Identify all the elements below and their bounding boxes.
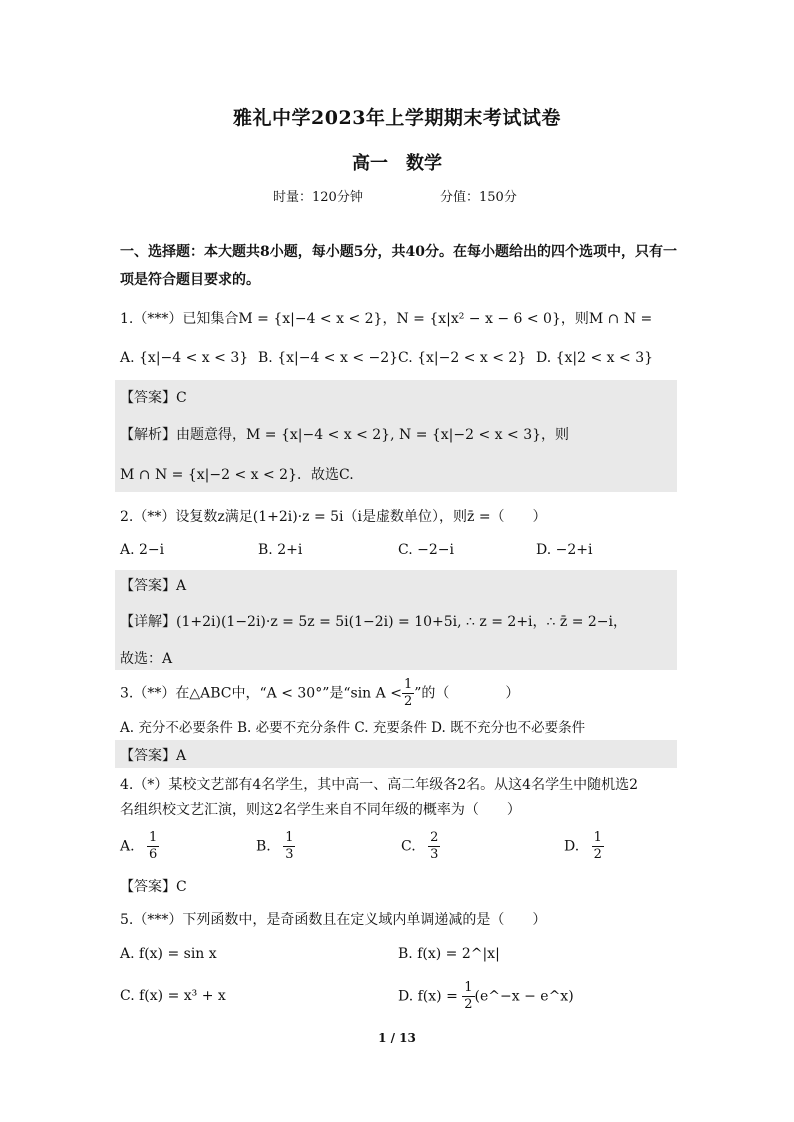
question-1-option-d: D. {x|2 < x < 3}: [536, 350, 654, 366]
question-1-stem: 1.（***）已知集合M = {x|−4 < x < 2}，N = {x|x² − x − 6 < 0}，则M ∩ N =: [120, 311, 653, 327]
question-5-option-b: B. f(x) = 2^|x|: [398, 946, 500, 962]
page-number: 1 / 13: [378, 1031, 416, 1045]
fraction-denominator: 2: [464, 997, 473, 1012]
question-5-option-c: C. f(x) = x³ + x: [120, 988, 226, 1004]
option-fraction: [592, 830, 604, 863]
fraction-numerator: 1: [403, 677, 413, 692]
question-1-answer: 【答案】C: [120, 390, 187, 406]
option-fraction: [147, 830, 159, 863]
question-4-option-b: [256, 830, 295, 863]
question-2-option-a: A. 2−i: [120, 542, 165, 558]
fraction-denominator: 6: [149, 847, 158, 862]
option-label: D.: [564, 838, 580, 855]
option-d-suffix: (e^−x − e^x): [474, 988, 574, 1005]
question-1-analysis-line-2: M ∩ N = {x|−2 < x < 2}．故选C.: [120, 467, 354, 483]
fraction-numerator: 1: [149, 830, 158, 845]
question-1-analysis-line-1: 【解析】由题意得，M = {x|−4 < x < 2}, N = {x|−2 < x < 3}，则: [120, 427, 570, 443]
question-4-option-a: [120, 830, 159, 863]
question-2-option-b: B. 2+i: [258, 542, 303, 558]
fraction-one-half: [462, 980, 474, 1013]
question-4-stem-line-2: 名组织校文艺汇演，则这2名学生来自不同年级的概率为（ ）: [120, 802, 521, 818]
question-2-stem: 2.（**）设复数z满足(1+2i)·z = 5i（i是虚数单位），则z̄ =（ ）: [120, 509, 547, 525]
option-label: B.: [256, 838, 271, 855]
exam-score: 分值：150分: [440, 190, 517, 205]
option-label: A.: [120, 838, 135, 855]
fraction-numerator: 1: [593, 830, 602, 845]
option-fraction: [283, 830, 295, 863]
question-3-stem-pre: 3.（**）在△ABC中，“A < 30°”是“sin A <: [120, 685, 402, 702]
question-5-option-a: A. f(x) = sin x: [120, 946, 217, 962]
option-d-prefix: D. f(x) =: [398, 988, 458, 1005]
section-heading: 一、选择题：本大题共8小题，每小题5分，共40分。在每小题给出的四个选项中，只有一项是符合题目要求的。: [120, 244, 677, 288]
question-4-option-d: [564, 830, 604, 863]
question-3-answer: 【答案】A: [120, 748, 187, 764]
exam-time: 时量：120分钟: [273, 190, 363, 205]
question-2-option-c: C. −2−i: [398, 542, 454, 558]
fraction-numerator: 2: [430, 830, 439, 845]
question-4-stem-line-1: 4.（*）某校文艺部有4名学生，其中高一、高二年级各2名。从这4名学生中随机选2: [120, 777, 638, 793]
question-3-answer-box: [115, 740, 677, 768]
option-fraction: [428, 830, 440, 863]
question-2-conclusion: 故选：A: [120, 651, 173, 667]
fraction-one-half: [402, 677, 414, 710]
question-3-stem: [120, 677, 519, 710]
question-3-stem-post: ”的（ ）: [414, 685, 520, 702]
option-label: C.: [401, 838, 416, 855]
question-4-option-c: [401, 830, 440, 863]
question-2-detail: 【详解】(1+2i)(1−2i)·z = 5z = 5i(1−2i) = 10+5i, ∴ z = 2+i，∴ z̄ = 2−i，: [120, 614, 628, 630]
exam-title: 雅礼中学2023年上学期期末考试试卷: [233, 107, 561, 129]
fraction-denominator: 3: [285, 847, 294, 862]
question-1-option-c: C. {x|−2 < x < 2}: [398, 350, 527, 366]
question-4-answer: 【答案】C: [120, 879, 187, 895]
exam-subtitle: 高一 数学: [352, 153, 442, 174]
question-2-option-d: D. −2+i: [536, 542, 593, 558]
fraction-numerator: 1: [464, 980, 473, 995]
question-1-option-b: B. {x|−4 < x < −2}: [258, 350, 399, 366]
fraction-numerator: 1: [285, 830, 294, 845]
question-2-answer: 【答案】A: [120, 578, 187, 594]
question-3-options: A. 充分不必要条件 B. 必要不充分条件 C. 充要条件 D. 既不充分也不必要条件: [120, 720, 586, 736]
question-1-option-a: A. {x|−4 < x < 3}: [120, 350, 249, 366]
fraction-denominator: 2: [593, 847, 602, 862]
question-5-option-d: [398, 980, 574, 1013]
question-5-stem: 5.（***）下列函数中，是奇函数且在定义域内单调递减的是（ ）: [120, 912, 547, 928]
fraction-denominator: 2: [403, 694, 413, 709]
fraction-denominator: 3: [430, 847, 439, 862]
